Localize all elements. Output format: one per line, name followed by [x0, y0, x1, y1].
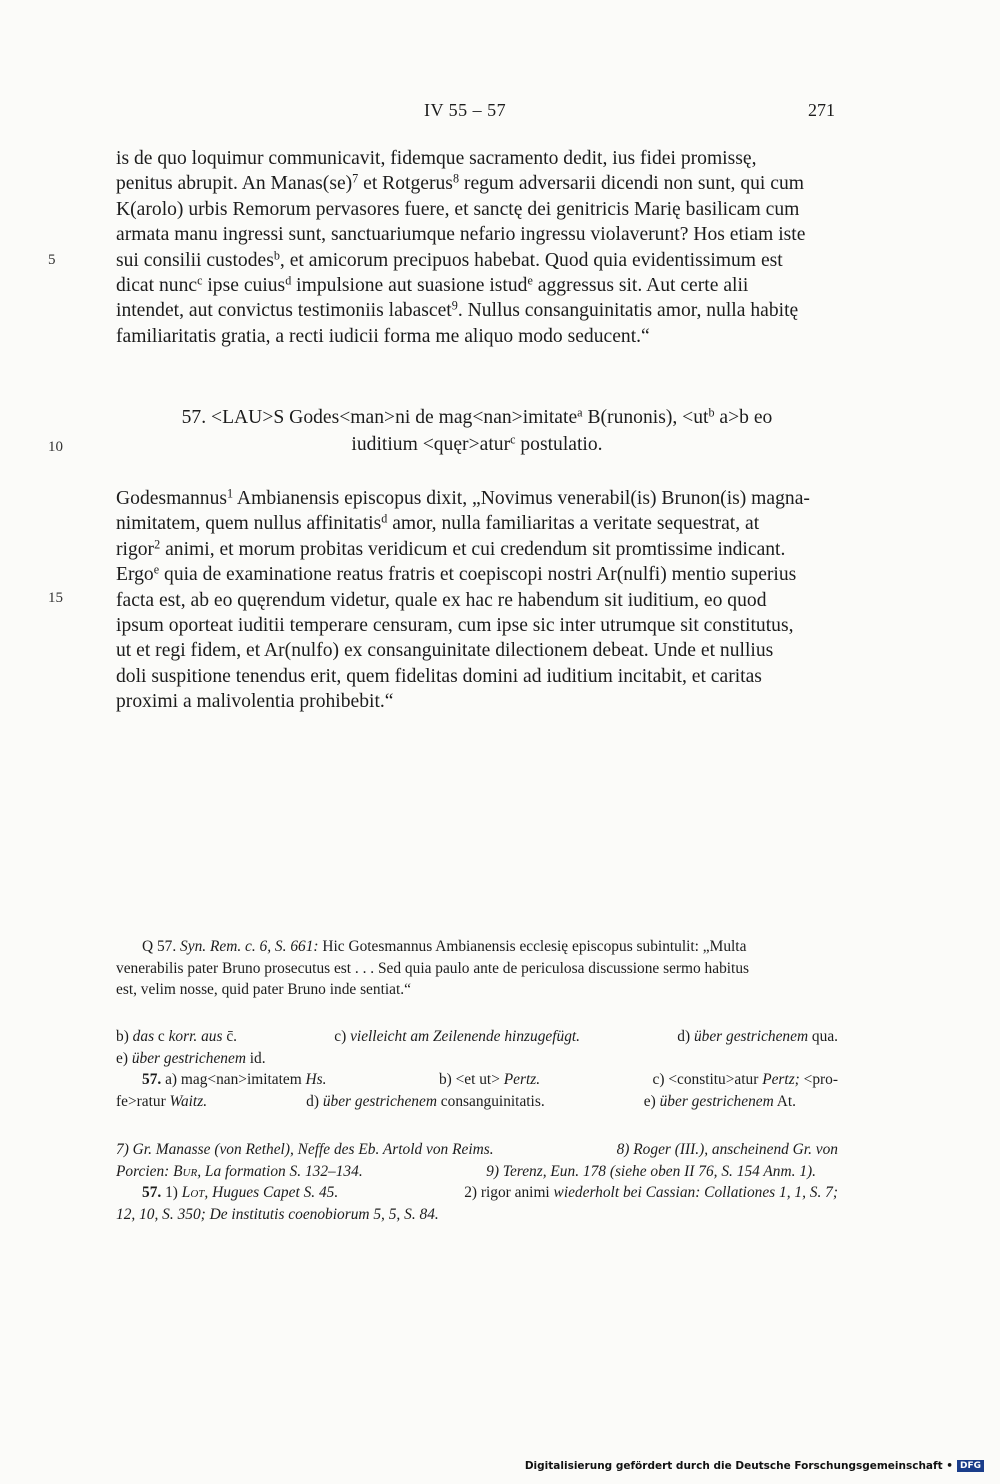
commentary-line: 57. 1) Lot, Hugues Capet S. 45. 2) rigor animi wiederholt bei Cassian: Collationes 1, 1, S. 7; [142, 1184, 838, 1201]
footer-text: Digitalisierung gefördert durch die Deutsche Forschungsgemeinschaft • [524, 1460, 953, 1472]
text-line: dicat nunc$^c$ ipse cuius$^d$ impulsione aut suasione istud$^e$ aggressus sit. Aut certe alii [116, 273, 749, 297]
text-line: Godesmannus$^1$ Ambianensis episcopus dixit, „Novimus venerabil(is) Brunon(is) magna- [116, 486, 810, 509]
apparatus-line: 57. a) mag<nan>imitatem Hs. b) <et ut> Pertz. c) <constitu>atur Pertz; <pro- [142, 1071, 838, 1088]
text-line: K(arolo) urbis Remorum pervasores fuere, et sanctę dei genitricis Marię basilicam cum [116, 198, 800, 220]
line-number-10: 10 [48, 439, 63, 455]
text-line: rigor$^2$ animi, et morum probitas veridicum et cui credendum sit promtissime indicant. [116, 537, 786, 560]
text-line: armata manu ingressi sunt, sanctuariumque nefario ingressu violaverunt? Hos etiam iste [116, 224, 806, 246]
text-line: intendet, aut convictus testimoniis labascet$^9$. Nullus consanguinitatis amor, nulla habitę [116, 298, 799, 322]
line-number-5: 5 [48, 252, 56, 268]
commentary-notes [116, 1139, 838, 1225]
commentary-line: 12, 10, S. 350; De institutis coenobiorum 5, 5, S. 84. [116, 1205, 439, 1223]
source-note [116, 936, 838, 1001]
text-line: proximi a malivolentia prohibebit.“ [116, 691, 394, 713]
main-text-block [116, 146, 838, 349]
apparatus-line: e) über gestrichenem id. [116, 1049, 266, 1067]
heading-line: iuditium <quęr>atur$^c$ postulatio. [351, 432, 603, 455]
text-line: is de quo loquimur communicavit, fidemque sacramento dedit, ius fidei promissę, [116, 148, 757, 169]
text-line: familiaritatis gratia, a recti iudicii forma me aliquo modo seducent.“ [116, 325, 650, 347]
text-line: ut et regi fidem, et Ar(nulfo) ex consanguinitate dilectionem debeat. Unde et nullius [116, 640, 774, 662]
note-line: est, velim nosse, quid pater Bruno inde sentiat.“ [116, 981, 411, 998]
heading-line: 57. <LAU>S Godes<man>ni de mag<nan>imitate$^a$ B(runonis), $<ut^b$ a>b eo [181, 405, 773, 428]
commentary-line: Porcien: Bur, La formation S. 132–134. 9) Terenz, Eun. 178 (siehe oben II 76, S. 154 Anm. 1). [116, 1162, 816, 1180]
running-header: IV 55 – 57 [424, 100, 507, 120]
text-line: facta est, ab eo quęrendum videtur, quale ex hac re habendum sit iuditium, eo quod [116, 589, 767, 611]
text-line: penitus abrupit. An Manas(se)$^7$ et Rotgerus$^8$ regum adversarii dicendi non sunt, qui cum [116, 171, 805, 195]
critical-apparatus [116, 1026, 838, 1112]
digitization-footer [525, 1460, 984, 1472]
line-number-15: 15 [48, 590, 63, 606]
commentary-line: 7) Gr. Manasse (von Rethel), Neffe des Eb. Artold von Reims. 8) Roger (III.), anscheinend Gr. von [116, 1141, 838, 1158]
chapter-heading [116, 404, 838, 458]
note-line: venerabilis pater Bruno prosecutus est . . . Sed quia paulo ante de periculosa discussione sermo habitus [116, 959, 749, 977]
page-number: 271 [808, 100, 835, 120]
text-line: sui consilii custodes$^b$, et amicorum precipuos habebat. Quod quia evidentissimum est [116, 247, 783, 271]
main-text-block-2 [116, 486, 838, 715]
text-line: nimitatem, quem nullus affinitatis$^d$ amor, nulla familiaritas a veritate sequestrat, at [116, 511, 760, 535]
apparatus-line: b) das c korr. aus c̄. c) vielleicht am Zeilenende hinzugefügt. d) über gestrichenem qua. [116, 1028, 838, 1045]
text-line: ipsum oporteat iuditii temperare censuram, cum ipse sic inter utrumque sit constitutus, [116, 615, 794, 637]
text-line: Ergo$^e$ quia de examinatione reatus fratris et coepiscopi nostri Ar(nulfi) mentio superius [116, 562, 797, 586]
apparatus-line: fe>ratur Waitz. d) über gestrichenem consanguinitatis. e) über gestrichenem At. [116, 1092, 796, 1110]
text-line: doli suspitione tenendus erit, quem fidelitas domini ad iuditium incitabit, et caritas [116, 665, 762, 687]
note-line: Q 57. Syn. Rem. c. 6, S. 661: Hic Gotesmannus Ambianensis ecclesię episcopus subintulit: „Multa [142, 938, 747, 955]
dfg-logo: DFG [957, 1460, 984, 1472]
